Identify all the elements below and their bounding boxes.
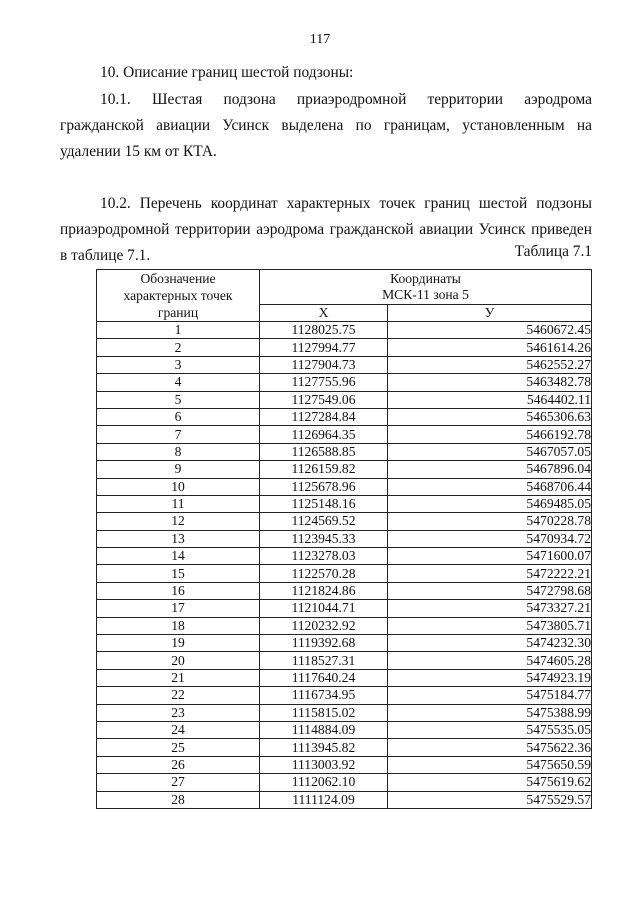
table-row	[97, 600, 592, 617]
table-row	[97, 704, 592, 721]
table-row	[97, 408, 592, 425]
y-coordinate-cell: 5473805.71	[388, 617, 592, 634]
point-number-cell: 11	[97, 495, 260, 512]
x-coordinate-cell: 1114884.09	[260, 721, 388, 738]
table-row	[97, 339, 592, 356]
x-coordinate-cell: 1128025.75	[260, 322, 388, 339]
paragraph-10-1: 10.1. Шестая подзона приаэродромной территории аэродрома гражданской авиации Усинск выделена по границам, установленным на удалении 15 км от КТА.	[60, 91, 592, 160]
y-coordinate-cell: 5462552.27	[388, 356, 592, 373]
x-coordinate-cell: 1113003.92	[260, 756, 388, 773]
point-number-cell: 3	[97, 356, 260, 373]
y-coordinate-cell: 5467896.04	[388, 461, 592, 478]
x-coordinate-cell: 1126964.35	[260, 426, 388, 443]
table-row	[97, 774, 592, 791]
table-row	[97, 791, 592, 808]
point-number-cell: 27	[97, 774, 260, 791]
point-number-cell: 21	[97, 669, 260, 686]
y-coordinate-cell: 5475619.62	[388, 774, 592, 791]
table-caption: Таблица 7.1	[514, 243, 592, 260]
y-coordinate-cell: 5466192.78	[388, 426, 592, 443]
header-coordinates-line: МСК-11 зона 5	[382, 287, 469, 302]
table-row	[97, 739, 592, 756]
x-coordinate-cell: 1117640.24	[260, 669, 388, 686]
x-coordinate-cell: 1127755.96	[260, 374, 388, 391]
table-row	[97, 461, 592, 478]
table-row	[97, 687, 592, 704]
point-number-cell: 26	[97, 756, 260, 773]
x-coordinate-cell: 1116734.95	[260, 687, 388, 704]
table-row	[97, 635, 592, 652]
x-coordinate-cell: 1111124.09	[260, 791, 388, 808]
point-number-cell: 16	[97, 582, 260, 599]
table-row	[97, 391, 592, 408]
y-coordinate-cell: 5461614.26	[388, 339, 592, 356]
header-designation	[97, 270, 260, 322]
x-coordinate-cell: 1120232.92	[260, 617, 388, 634]
y-coordinate-cell: 5463482.78	[388, 374, 592, 391]
point-number-cell: 6	[97, 408, 260, 425]
x-coordinate-cell: 1127549.06	[260, 391, 388, 408]
y-coordinate-cell: 5474605.28	[388, 652, 592, 669]
x-coordinate-cell: 1118527.31	[260, 652, 388, 669]
point-number-cell: 24	[97, 721, 260, 738]
point-number-cell: 15	[97, 565, 260, 582]
header-y: У	[388, 305, 592, 322]
y-coordinate-cell: 5460672.45	[388, 322, 592, 339]
y-coordinate-cell: 5474923.19	[388, 669, 592, 686]
y-coordinate-cell: 5468706.44	[388, 478, 592, 495]
paragraph-10-2: 10.2. Перечень координат характерных точек границ шестой подзоны приаэродромной территории аэродрома гражданской авиации Усинск приведен в таблице 7.1.	[60, 195, 592, 264]
point-number-cell: 25	[97, 739, 260, 756]
point-number-cell: 9	[97, 461, 260, 478]
table-row	[97, 356, 592, 373]
x-coordinate-cell: 1122570.28	[260, 565, 388, 582]
y-coordinate-cell: 5469485.05	[388, 495, 592, 512]
x-coordinate-cell: 1112062.10	[260, 774, 388, 791]
x-coordinate-cell: 1121824.86	[260, 582, 388, 599]
point-number-cell: 5	[97, 391, 260, 408]
y-coordinate-cell: 5470228.78	[388, 513, 592, 530]
page-number: 117	[309, 32, 331, 47]
point-number-cell: 4	[97, 374, 260, 391]
header-coordinates	[260, 270, 592, 305]
table-row	[97, 756, 592, 773]
point-number-cell: 14	[97, 548, 260, 565]
point-number-cell: 7	[97, 426, 260, 443]
header-row-top	[97, 270, 592, 305]
header-coordinates-line: Координаты	[390, 271, 461, 286]
table-row	[97, 617, 592, 634]
x-coordinate-cell: 1115815.02	[260, 704, 388, 721]
y-coordinate-cell: 5465306.63	[388, 408, 592, 425]
table-row	[97, 669, 592, 686]
y-coordinate-cell: 5475184.77	[388, 687, 592, 704]
point-number-cell: 19	[97, 635, 260, 652]
point-number-cell: 12	[97, 513, 260, 530]
y-coordinate-cell: 5475622.36	[388, 739, 592, 756]
table-row	[97, 582, 592, 599]
point-number-cell: 8	[97, 443, 260, 460]
y-coordinate-cell: 5475535.05	[388, 721, 592, 738]
x-coordinate-cell: 1127284.84	[260, 408, 388, 425]
x-coordinate-cell: 1119392.68	[260, 635, 388, 652]
x-coordinate-cell: 1123945.33	[260, 530, 388, 547]
point-number-cell: 2	[97, 339, 260, 356]
point-number-cell: 10	[97, 478, 260, 495]
header-designation-line: характерных точек	[123, 288, 233, 303]
table-row	[97, 548, 592, 565]
y-coordinate-cell: 5467057.05	[388, 443, 592, 460]
x-coordinate-cell: 1125148.16	[260, 495, 388, 512]
table-row	[97, 322, 592, 339]
x-coordinate-cell: 1123278.03	[260, 548, 388, 565]
x-coordinate-cell: 1125678.96	[260, 478, 388, 495]
table-row	[97, 495, 592, 512]
header-designation-line: границ	[157, 305, 199, 320]
x-coordinate-cell: 1127994.77	[260, 339, 388, 356]
section-heading: 10. Описание границ шестой подзоны:	[100, 64, 354, 81]
point-number-cell: 22	[97, 687, 260, 704]
y-coordinate-cell: 5475650.59	[388, 756, 592, 773]
table-row	[97, 565, 592, 582]
point-number-cell: 28	[97, 791, 260, 808]
table-row	[97, 374, 592, 391]
y-coordinate-cell: 5471600.07	[388, 548, 592, 565]
header-designation-line: Обозначение	[140, 271, 216, 286]
y-coordinate-cell: 5475388.99	[388, 704, 592, 721]
y-coordinate-cell: 5464402.11	[388, 391, 592, 408]
point-number-cell: 13	[97, 530, 260, 547]
x-coordinate-cell: 1127904.73	[260, 356, 388, 373]
y-coordinate-cell: 5474232.30	[388, 635, 592, 652]
y-coordinate-cell: 5473327.21	[388, 600, 592, 617]
point-number-cell: 18	[97, 617, 260, 634]
table-row	[97, 478, 592, 495]
x-coordinate-cell: 1124569.52	[260, 513, 388, 530]
point-number-cell: 1	[97, 322, 260, 339]
table-row	[97, 721, 592, 738]
y-coordinate-cell: 5472798.68	[388, 582, 592, 599]
x-coordinate-cell: 1113945.82	[260, 739, 388, 756]
point-number-cell: 23	[97, 704, 260, 721]
x-coordinate-cell: 1121044.71	[260, 600, 388, 617]
y-coordinate-cell: 5472222.21	[388, 565, 592, 582]
x-coordinate-cell: 1126588.85	[260, 443, 388, 460]
header-x: Х	[260, 305, 388, 322]
x-coordinate-cell: 1126159.82	[260, 461, 388, 478]
table-row	[97, 443, 592, 460]
table-row	[97, 426, 592, 443]
y-coordinate-cell: 5475529.57	[388, 791, 592, 808]
point-number-cell: 17	[97, 600, 260, 617]
table-row	[97, 652, 592, 669]
table-row	[97, 513, 592, 530]
y-coordinate-cell: 5470934.72	[388, 530, 592, 547]
table-header	[97, 270, 592, 322]
point-number-cell: 20	[97, 652, 260, 669]
table-body	[97, 322, 592, 809]
coordinates-table	[96, 269, 592, 809]
table-row	[97, 530, 592, 547]
